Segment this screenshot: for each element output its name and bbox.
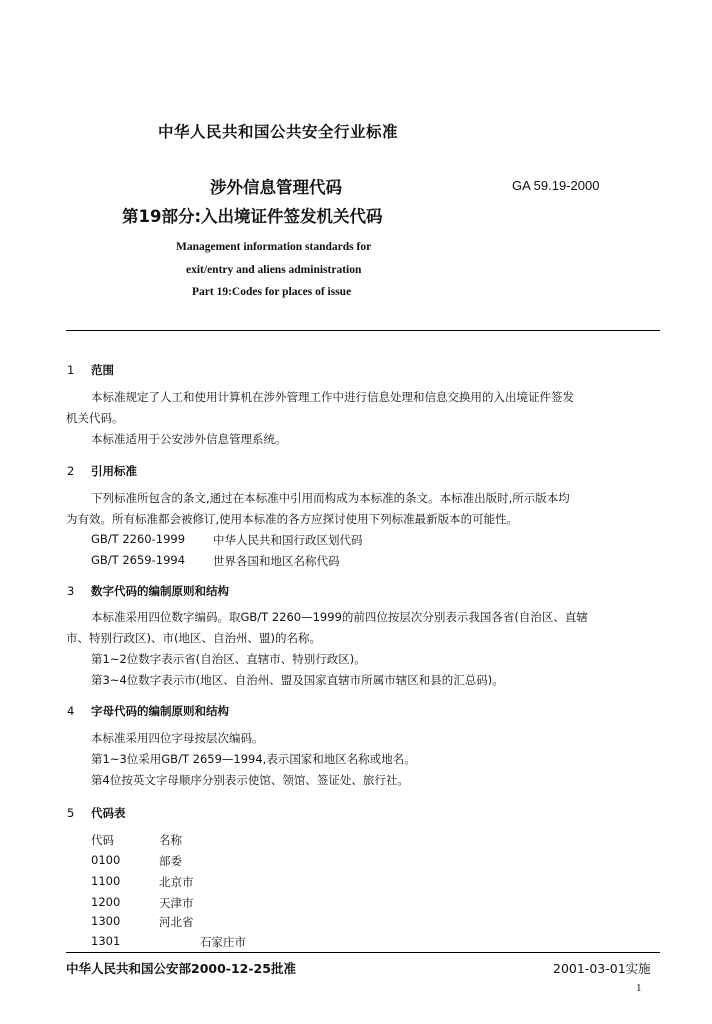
s3-para1-line1: 本标准采用四位数字编码。取GB/T 2260—1999的前四位按层次分别表示我国各省(自治区、直辖 (91, 610, 588, 624)
title-line-1: 涉外信息管理代码 (210, 178, 342, 197)
section-2-heading (67, 463, 137, 479)
english-title-line-2: exit/entry and aliens administration (186, 264, 362, 276)
reference-2-name: 世界各国和地区名称代码 (213, 554, 340, 568)
section-3-heading (67, 583, 229, 599)
english-title-line-3: Part 19:Codes for places of issue (192, 286, 352, 298)
s1-para2: 本标准适用于公安涉外信息管理系统。 (91, 432, 287, 446)
effective-date: 2001-03-01实施 (553, 961, 651, 976)
s2-para1-line1: 下列标准所包含的条文,通过在本标准中引用而构成为本标准的条文。本标准出版时,所示版本均 (91, 491, 570, 505)
page-number: 1 (636, 982, 642, 994)
s3-para3: 第3~4位数字表示市(地区、自治州、盟及国家直辖市所属市辖区和县的汇总码)。 (91, 673, 504, 687)
s4-para1: 本标准采用四位字母按层次编码。 (91, 731, 264, 745)
section-5-heading (67, 805, 126, 821)
table-header-name: 名称 (159, 833, 182, 847)
title-divider (66, 330, 660, 331)
standard-code: GA 59.19-2000 (512, 178, 600, 193)
section-number: 1 (67, 363, 75, 377)
s1-para1-line2: 机关代码。 (66, 411, 124, 425)
english-title-line-1: Management information standards for (176, 241, 372, 253)
table-row-name: 北京市 (159, 875, 194, 889)
section-1-heading (67, 362, 114, 378)
footer-divider (66, 952, 660, 953)
section-number: 4 (67, 704, 75, 718)
table-row-name: 部委 (159, 854, 182, 868)
section-title: 范围 (91, 363, 114, 377)
s3-para2: 第1~2位数字表示省(自治区、直辖市、特别行政区)。 (91, 652, 366, 666)
table-row-code: 1301 (91, 934, 121, 948)
reference-1-name: 中华人民共和国行政区划代码 (213, 533, 363, 547)
section-title: 字母代码的编制原则和结构 (91, 704, 229, 718)
s4-para2: 第1~3位采用GB/T 2659—1994,表示国家和地区名称或地名。 (91, 752, 416, 766)
section-title: 代码表 (91, 806, 126, 820)
section-title: 引用标准 (91, 464, 137, 478)
section-4-heading (67, 703, 229, 719)
s2-para1-line2: 为有效。所有标准都会被修订,使用本标准的各方应探讨使用下列标准最新版本的可能性。 (66, 512, 519, 526)
table-row-code: 1200 (91, 895, 121, 909)
table-row-code: 1100 (91, 874, 121, 888)
table-header-code: 代码 (91, 833, 114, 847)
table-row-code: 0100 (91, 853, 121, 867)
section-title: 数字代码的编制原则和结构 (91, 584, 229, 598)
approval-text: 中华人民共和国公安部2000-12-25批准 (66, 961, 296, 976)
table-row-name: 石家庄市 (200, 935, 246, 949)
title-line-2: 第19部分:入出境证件签发机关代码 (122, 207, 383, 226)
reference-2-code: GB/T 2659-1994 (91, 553, 186, 567)
s1-para1-line1: 本标准规定了人工和使用计算机在涉外管理工作中进行信息处理和信息交换用的入出境证件签发 (91, 390, 574, 404)
s3-para1-line2: 市、特别行政区)、市(地区、自治州、盟)的名称。 (66, 631, 321, 645)
table-row-name: 天津市 (159, 896, 194, 910)
reference-1-code: GB/T 2260-1999 (91, 532, 186, 546)
standard-header: 中华人民共和国公共安全行业标准 (158, 123, 399, 141)
section-number: 2 (67, 464, 75, 478)
s4-para3: 第4位按英文字母顺序分别表示使馆、领馆、签证处、旅行社。 (91, 773, 409, 787)
table-row-name: 河北省 (159, 915, 194, 929)
table-row-code: 1300 (91, 914, 121, 928)
section-number: 3 (67, 584, 75, 598)
section-number: 5 (67, 806, 75, 820)
